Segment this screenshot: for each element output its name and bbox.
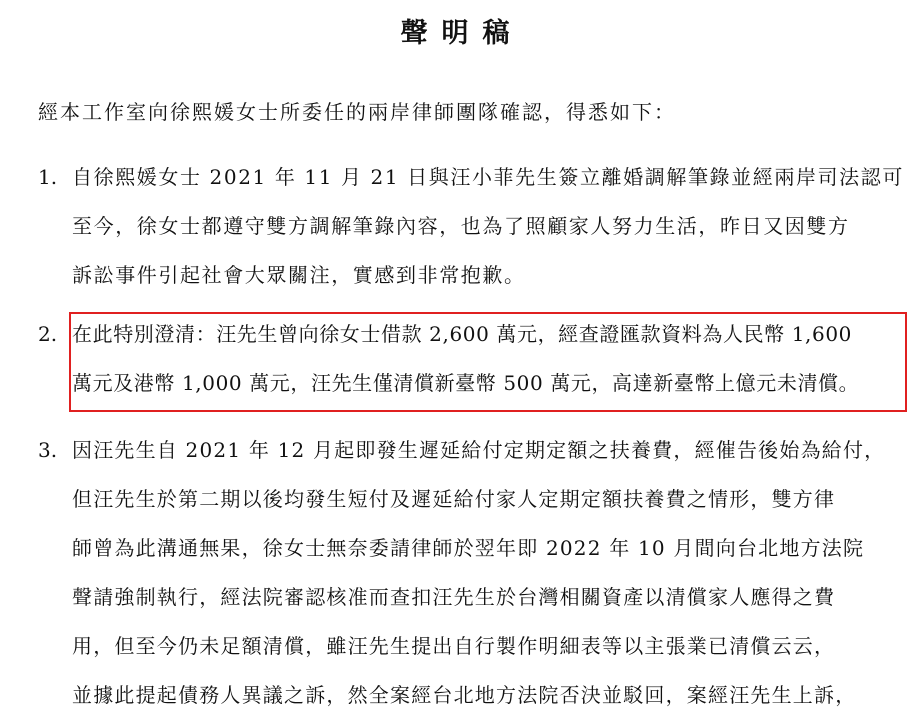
text-line: 至今，徐女士都遵守雙方調解筆錄內容，也為了照顧家人努力生活，昨日又因雙方: [72, 214, 850, 238]
item-number: 1.: [38, 165, 58, 189]
text-line: 因汪先生自 2021 年 12 月起即發生遲延給付定期定額之扶養費，經催告後始為給付，: [72, 438, 886, 462]
document-title: 聲明稿: [400, 18, 524, 49]
item-number: 2.: [38, 322, 58, 346]
list-item-1: [38, 153, 904, 300]
item-text: [72, 310, 898, 408]
item-text: [72, 153, 904, 300]
list-item-2: [38, 310, 898, 408]
text-line: 師曾為此溝通無果，徐女士無奈委請律師於翌年即 2022 年 10 月間向台北地方法院: [72, 536, 865, 560]
text-line: 用，但至今仍未足額清償，雖汪先生提出自行製作明細表等以主張業已清償云云，: [72, 634, 836, 658]
list-item-3: [38, 426, 898, 720]
text-line: 萬元及港幣 1,000 萬元，汪先生僅清償新臺幣 500 萬元，高達新臺幣上億元未清償。: [72, 371, 860, 395]
text-line: 訴訟事件引起社會大眾關注，實感到非常抱歉。: [72, 263, 526, 287]
text-line: 聲請強制執行，經法院審認核准而查扣汪先生於台灣相關資產以清償家人應得之費: [72, 585, 836, 609]
item-text: [72, 426, 898, 720]
text-line: 在此特別澄清：汪先生曾向徐女士借款 2,600 萬元，經查證匯款資料為人民幣 1,600: [72, 322, 852, 346]
text-line: 並據此提起債務人異議之訴，然全案經台北地方法院否決並駁回，案經汪先生上訴，: [72, 683, 857, 707]
text-line: 但汪先生於第二期以後均發生短付及遲延給付家人定期定額扶養費之情形，雙方律: [72, 487, 836, 511]
item-number: 3.: [38, 438, 58, 462]
text-line: 自徐熙媛女士 2021 年 11 月 21 日與汪小菲先生簽立離婚調解筆錄並經兩岸司法認可: [72, 165, 904, 189]
intro-paragraph: 經本工作室向徐熙媛女士所委任的兩岸律師團隊確認，得悉如下：: [38, 100, 676, 124]
